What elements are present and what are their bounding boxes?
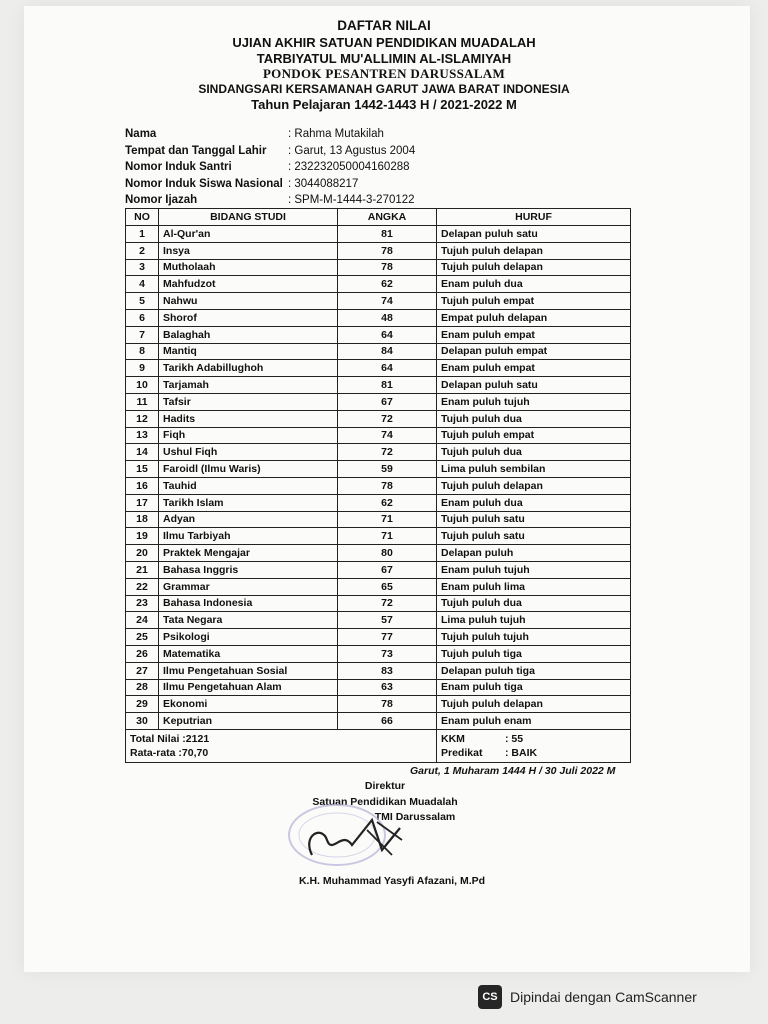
- row-words: Tujuh puluh dua: [437, 595, 631, 612]
- table-row: [126, 629, 631, 646]
- col-header-subject: BIDANG STUDI: [159, 209, 338, 226]
- row-score: 84: [338, 343, 437, 360]
- info-value: : Rahma Mutakilah: [288, 128, 384, 140]
- col-header-no: NO: [126, 209, 159, 226]
- camscanner-logo-icon: CS: [478, 985, 502, 1009]
- row-subject: Nahwu: [159, 293, 338, 310]
- table-row: [126, 662, 631, 679]
- row-subject: Grammar: [159, 578, 338, 595]
- info-label: Tempat dan Tanggal Lahir: [125, 144, 267, 157]
- row-words: Tujuh puluh empat: [437, 293, 631, 310]
- row-words: Delapan puluh satu: [437, 377, 631, 394]
- row-score: 63: [338, 679, 437, 696]
- row-words: Tujuh puluh satu: [437, 528, 631, 545]
- row-number: 15: [126, 461, 159, 478]
- row-subject: Bahasa Inggris: [159, 561, 338, 578]
- info-label: Nomor Induk Santri: [125, 161, 232, 173]
- row-number: 9: [126, 360, 159, 377]
- table-row: [126, 326, 631, 343]
- signer-school: TMI Darussalam: [374, 811, 456, 823]
- row-number: 19: [126, 528, 159, 545]
- row-score: 57: [338, 612, 437, 629]
- row-subject: Tauhid: [159, 477, 338, 494]
- row-subject: Ilmu Pengetahuan Sosial: [159, 662, 338, 679]
- table-row: [126, 410, 631, 427]
- signer-title: Direktur: [364, 780, 406, 792]
- row-words: Tujuh puluh delapan: [437, 696, 631, 713]
- row-number: 29: [126, 696, 159, 713]
- table-row: [126, 477, 631, 494]
- info-label: Nama: [125, 128, 157, 140]
- row-words: Enam puluh enam: [437, 713, 631, 730]
- row-words: Tujuh puluh delapan: [437, 477, 631, 494]
- table-row: [126, 545, 631, 562]
- info-row: [125, 126, 415, 143]
- row-subject: Ilmu Pengetahuan Alam: [159, 679, 338, 696]
- row-number: 7: [126, 326, 159, 343]
- row-subject: Hadits: [159, 410, 338, 427]
- row-score: 72: [338, 410, 437, 427]
- col-header-words: HURUF: [437, 209, 631, 226]
- table-row: [126, 360, 631, 377]
- row-number: 22: [126, 578, 159, 595]
- table-row: [126, 427, 631, 444]
- table-row: [126, 511, 631, 528]
- info-row: [125, 192, 415, 209]
- row-words: Tujuh puluh dua: [437, 444, 631, 461]
- info-value: : SPM-M-1444-3-270122: [288, 194, 415, 206]
- row-words: Enam puluh tiga: [437, 679, 631, 696]
- info-value: : 232232050004160288: [288, 161, 410, 173]
- total-score: Total Nilai :2121: [130, 732, 210, 745]
- row-number: 30: [126, 713, 159, 730]
- row-number: 25: [126, 629, 159, 646]
- row-score: 80: [338, 545, 437, 562]
- row-words: Enam puluh tujuh: [437, 561, 631, 578]
- row-subject: Ushul Fiqh: [159, 444, 338, 461]
- table-row: [126, 293, 631, 310]
- row-subject: Insya: [159, 242, 338, 259]
- table-row: [126, 276, 631, 293]
- row-score: 83: [338, 662, 437, 679]
- row-score: 78: [338, 259, 437, 276]
- row-number: 8: [126, 343, 159, 360]
- signer-name: K.H. Muhammad Yasyfi Afazani, M.Pd: [298, 875, 486, 887]
- row-score: 78: [338, 242, 437, 259]
- row-number: 16: [126, 477, 159, 494]
- row-words: Delapan puluh empat: [437, 343, 631, 360]
- row-score: 72: [338, 595, 437, 612]
- row-number: 5: [126, 293, 159, 310]
- info-row: [125, 176, 415, 193]
- row-number: 10: [126, 377, 159, 394]
- row-subject: Balaghah: [159, 326, 338, 343]
- grades-table: [125, 208, 631, 763]
- row-subject: Ekonomi: [159, 696, 338, 713]
- row-subject: Keputrian: [159, 713, 338, 730]
- row-number: 2: [126, 242, 159, 259]
- row-score: 72: [338, 444, 437, 461]
- row-number: 14: [126, 444, 159, 461]
- row-subject: Praktek Mengajar: [159, 545, 338, 562]
- row-number: 23: [126, 595, 159, 612]
- row-words: Enam puluh dua: [437, 276, 631, 293]
- camscanner-watermark: [478, 984, 752, 1010]
- table-row: [126, 679, 631, 696]
- row-words: Enam puluh tujuh: [437, 393, 631, 410]
- row-subject: Bahasa Indonesia: [159, 595, 338, 612]
- table-row: [126, 377, 631, 394]
- row-subject: Mantiq: [159, 343, 338, 360]
- table-row: [126, 309, 631, 326]
- row-number: 18: [126, 511, 159, 528]
- row-words: Enam puluh empat: [437, 360, 631, 377]
- row-score: 81: [338, 226, 437, 243]
- row-words: Tujuh puluh tujuh: [437, 629, 631, 646]
- row-words: Tujuh puluh satu: [437, 511, 631, 528]
- table-row: [126, 528, 631, 545]
- info-label: Nomor Ijazah: [125, 194, 198, 206]
- row-words: Empat puluh delapan: [437, 309, 631, 326]
- signer-unit: Satuan Pendidikan Muadalah: [312, 796, 458, 808]
- row-subject: Tarikh Islam: [159, 494, 338, 511]
- signing-date: Garut, 1 Muharam 1444 H / 30 Juli 2022 M: [410, 765, 616, 777]
- row-number: 20: [126, 545, 159, 562]
- average-score: Rata-rata :70,70: [130, 746, 209, 759]
- predicate-value: : BAIK: [505, 746, 538, 759]
- table-row: [126, 494, 631, 511]
- kkm-value: : 55: [505, 732, 524, 745]
- info-value: : 3044088217: [288, 177, 359, 190]
- camscanner-text: Dipindai dengan CamScanner: [510, 989, 697, 1005]
- row-words: Tujuh puluh delapan: [437, 242, 631, 259]
- row-score: 59: [338, 461, 437, 478]
- row-subject: Tarikh Adabillughoh: [159, 360, 338, 377]
- row-number: 21: [126, 561, 159, 578]
- row-number: 12: [126, 410, 159, 427]
- table-row: [126, 242, 631, 259]
- table-row: [126, 343, 631, 360]
- table-row: [126, 612, 631, 629]
- row-number: 6: [126, 309, 159, 326]
- row-score: 77: [338, 629, 437, 646]
- row-score: 78: [338, 477, 437, 494]
- table-row: [126, 226, 631, 243]
- row-number: 28: [126, 679, 159, 696]
- table-row: [126, 561, 631, 578]
- totals-cell: [126, 729, 437, 762]
- row-words: Enam puluh dua: [437, 494, 631, 511]
- row-number: 1: [126, 226, 159, 243]
- kkm-label: KKM: [441, 732, 465, 745]
- address: SINDANGSARI KERSAMANAH GARUT JAWA BARAT INDONESIA: [198, 82, 570, 96]
- row-score: 73: [338, 645, 437, 662]
- row-subject: Ilmu Tarbiyah: [159, 528, 338, 545]
- row-score: 74: [338, 427, 437, 444]
- table-row: [126, 713, 631, 730]
- row-number: 13: [126, 427, 159, 444]
- table-row: [126, 578, 631, 595]
- row-score: 71: [338, 528, 437, 545]
- row-subject: Shorof: [159, 309, 338, 326]
- row-subject: Tarjamah: [159, 377, 338, 394]
- row-subject: Faroidl (Ilmu Waris): [159, 461, 338, 478]
- row-subject: Tata Negara: [159, 612, 338, 629]
- info-row: [125, 159, 415, 176]
- row-score: 62: [338, 276, 437, 293]
- row-subject: Tafsir: [159, 393, 338, 410]
- student-info: [125, 126, 415, 209]
- predicate-label: Predikat: [441, 746, 483, 759]
- row-words: Enam puluh empat: [437, 326, 631, 343]
- academic-year: Tahun Pelajaran 1442-1443 H / 2021-2022 M: [251, 97, 517, 112]
- row-words: Lima puluh tujuh: [437, 612, 631, 629]
- table-row: [126, 393, 631, 410]
- row-words: Enam puluh lima: [437, 578, 631, 595]
- row-number: 4: [126, 276, 159, 293]
- row-score: 78: [338, 696, 437, 713]
- row-score: 81: [338, 377, 437, 394]
- doc-title: DAFTAR NILAI: [337, 18, 431, 33]
- row-words: Delapan puluh tiga: [437, 662, 631, 679]
- table-row: [126, 696, 631, 713]
- pesantren-name: PONDOK PESANTREN DARUSSALAM: [262, 66, 506, 81]
- row-number: 11: [126, 393, 159, 410]
- row-score: 62: [338, 494, 437, 511]
- table-row: [126, 595, 631, 612]
- summary-row: [126, 729, 631, 762]
- row-subject: Al-Qur'an: [159, 226, 338, 243]
- info-row: [125, 143, 415, 160]
- row-subject: Matematika: [159, 645, 338, 662]
- table-row: [126, 461, 631, 478]
- row-score: 64: [338, 326, 437, 343]
- institution-name: TARBIYATUL MU'ALLIMIN AL-ISLAMIYAH: [256, 51, 512, 66]
- exam-name: UJIAN AKHIR SATUAN PENDIDIKAN MUADALAH: [232, 35, 536, 50]
- row-number: 17: [126, 494, 159, 511]
- table-row: [126, 645, 631, 662]
- row-score: 64: [338, 360, 437, 377]
- row-score: 67: [338, 561, 437, 578]
- row-words: Tujuh puluh empat: [437, 427, 631, 444]
- row-words: Delapan puluh satu: [437, 226, 631, 243]
- table-row: [126, 259, 631, 276]
- row-score: 67: [338, 393, 437, 410]
- row-number: 26: [126, 645, 159, 662]
- col-header-score: ANGKA: [338, 209, 437, 226]
- row-score: 71: [338, 511, 437, 528]
- info-label: Nomor Induk Siswa Nasional: [125, 177, 283, 190]
- table-header-row: [126, 209, 631, 226]
- row-score: 66: [338, 713, 437, 730]
- row-number: 27: [126, 662, 159, 679]
- row-subject: Mutholaah: [159, 259, 338, 276]
- row-subject: Fiqh: [159, 427, 338, 444]
- table-row: [126, 444, 631, 461]
- row-words: Delapan puluh: [437, 545, 631, 562]
- row-subject: Adyan: [159, 511, 338, 528]
- row-score: 65: [338, 578, 437, 595]
- signature-stamp-icon: [282, 800, 412, 870]
- row-words: Tujuh puluh delapan: [437, 259, 631, 276]
- row-words: Tujuh puluh dua: [437, 410, 631, 427]
- row-number: 3: [126, 259, 159, 276]
- row-words: Lima puluh sembilan: [437, 461, 631, 478]
- kkm-cell: [437, 729, 631, 762]
- row-score: 74: [338, 293, 437, 310]
- row-subject: Psikologi: [159, 629, 338, 646]
- row-score: 48: [338, 309, 437, 326]
- info-value: : Garut, 13 Agustus 2004: [288, 144, 416, 157]
- row-words: Tujuh puluh tiga: [437, 645, 631, 662]
- row-number: 24: [126, 612, 159, 629]
- row-subject: Mahfudzot: [159, 276, 338, 293]
